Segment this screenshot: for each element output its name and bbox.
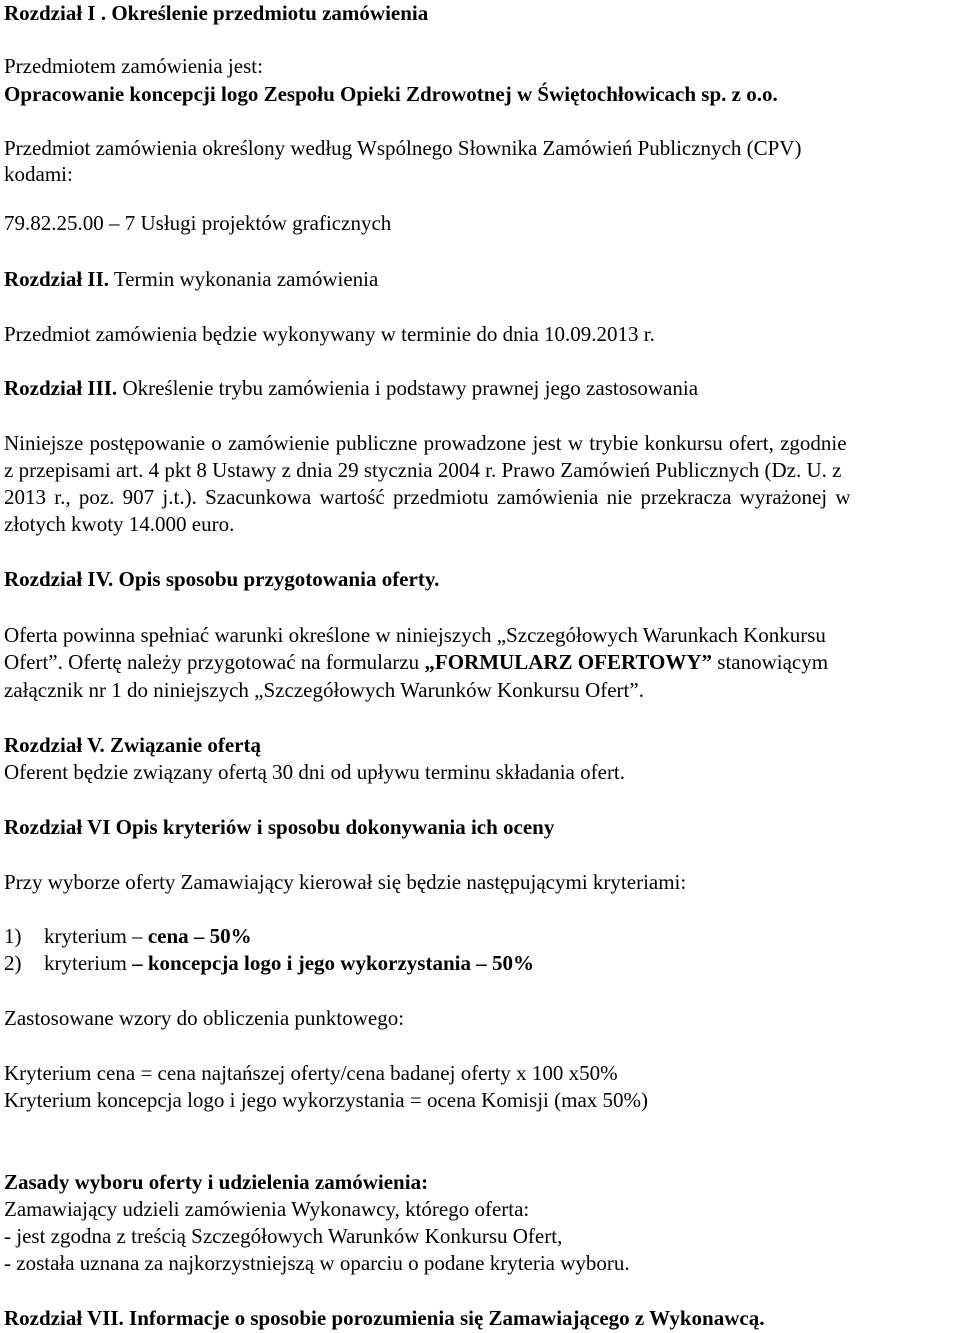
chapter-3-line-4: złotych kwoty 14.000 euro. — [4, 512, 235, 536]
chapter-2-heading — [4, 266, 378, 292]
chapter-3-heading — [4, 375, 698, 401]
criterion-2-number: 2) — [4, 951, 22, 975]
chapter-4-title: Opis sposobu przygotowania oferty. — [118, 567, 440, 591]
chapter-7-title: Rozdział VII. Informacje o sposobie porozumienia się Zamawiającego z Wykonawcą. — [4, 1306, 765, 1330]
selection-rules-intro: Zamawiający udzieli zamówienia Wykonawcy, którego oferta: — [4, 1197, 530, 1221]
chapter-4-line-2 — [4, 649, 828, 675]
chapter-5-heading — [4, 732, 261, 758]
cpv-line-2: kodami: — [4, 162, 73, 186]
criterion-1-text: kryterium – — [44, 924, 148, 948]
chapter-5-label: Rozdział V. — [4, 733, 105, 757]
form-name: „FORMULARZ OFERTOWY” — [424, 650, 713, 674]
cpv-code: 79.82.25.00 – 7 Usługi projektów graficznych — [4, 211, 392, 235]
formula-price: Kryterium cena = cena najtańszej oferty/cena badanej oferty x 100 x50% — [4, 1061, 618, 1085]
chapter-2-text: Przedmiot zamówienia będzie wykonywany w terminie do dnia 10.09.2013 r. — [4, 322, 655, 346]
chapter-3-line-3: 2013 r., poz. 907 j.t.). Szacunkowa wartość przedmiotu zamówienia nie przekracza wyrażonej w — [4, 485, 851, 509]
subject-intro: Przedmiotem zamówienia jest: — [4, 54, 263, 78]
cpv-line-1: Przedmiot zamówienia określony według Wspólnego Słownika Zamówień Publicznych (CPV) — [4, 136, 802, 160]
criterion-1-value: cena – 50% — [147, 924, 252, 948]
chapter-2-title: Termin wykonania zamówienia — [113, 267, 379, 291]
chapter-4-heading — [4, 566, 439, 592]
criterion-2-text: kryterium — [44, 951, 133, 975]
chapter-3-label: Rozdział III. — [4, 376, 118, 400]
selection-rule-1: - jest zgodna z treścią Szczegółowych Warunków Konkursu Ofert, — [4, 1224, 563, 1248]
criterion-1-number: 1) — [4, 924, 22, 948]
selection-rules-title: Zasady wyboru oferty i udzielenia zamówienia: — [4, 1170, 429, 1194]
selection-rule-2: - została uznana za najkorzystniejszą w oparciu o podane kryteria wyboru. — [4, 1251, 630, 1275]
chapter-4-line-1: Oferta powinna spełniać warunki określone w niniejszych „Szczegółowych Warunkach Konkursu — [4, 623, 826, 647]
chapter-5-title: Związanie ofertą — [109, 733, 262, 757]
chapter-3-line-2: z przepisami art. 4 pkt 8 Ustawy z dnia 29 stycznia 2004 r. Prawo Zamówień Publicznych (Dz. U. z — [4, 458, 842, 482]
chapter-4-label: Rozdział IV. — [4, 567, 114, 591]
chapter-5-text: Oferent będzie związany ofertą 30 dni od upływu terminu składania ofert. — [4, 760, 626, 784]
chapter-3-title: Określenie trybu zamówienia i podstawy prawnej jego zastosowania — [122, 376, 699, 400]
subject-text: Opracowanie koncepcji logo Zespołu Opieki Zdrowotnej w Świętochłowicach sp. z o.o. — [4, 82, 778, 106]
criterion-2 — [4, 950, 534, 976]
chapter-4-line-2-start: Ofert”. Ofertę należy przygotować na formularzu — [4, 650, 425, 674]
chapter-1-title: Rozdział I . Określenie przedmiotu zamówienia — [4, 1, 429, 25]
criterion-2-value: – koncepcja logo i jego wykorzystania – 50% — [132, 951, 534, 975]
chapter-2-label: Rozdział II. — [4, 267, 109, 291]
criteria-intro: Przy wyborze oferty Zamawiający kierował się będzie następującymi kryteriami: — [4, 870, 687, 894]
chapter-4-line-2-end: stanowiącym — [712, 650, 829, 674]
chapter-3-line-1: Niniejsze postępowanie o zamówienie publiczne prowadzone jest w trybie konkursu ofert, zgodnie — [4, 431, 847, 455]
chapter-4-line-3: załącznik nr 1 do niniejszych „Szczegółowych Warunków Konkursu Ofert”. — [4, 678, 644, 702]
chapter-6-title: Rozdział VI Opis kryteriów i sposobu dokonywania ich oceny — [4, 815, 555, 839]
formulas-intro: Zastosowane wzory do obliczenia punktowego: — [4, 1006, 405, 1030]
formula-concept: Kryterium koncepcja logo i jego wykorzystania = ocena Komisji (max 50%) — [4, 1088, 648, 1112]
criterion-1 — [4, 923, 252, 949]
